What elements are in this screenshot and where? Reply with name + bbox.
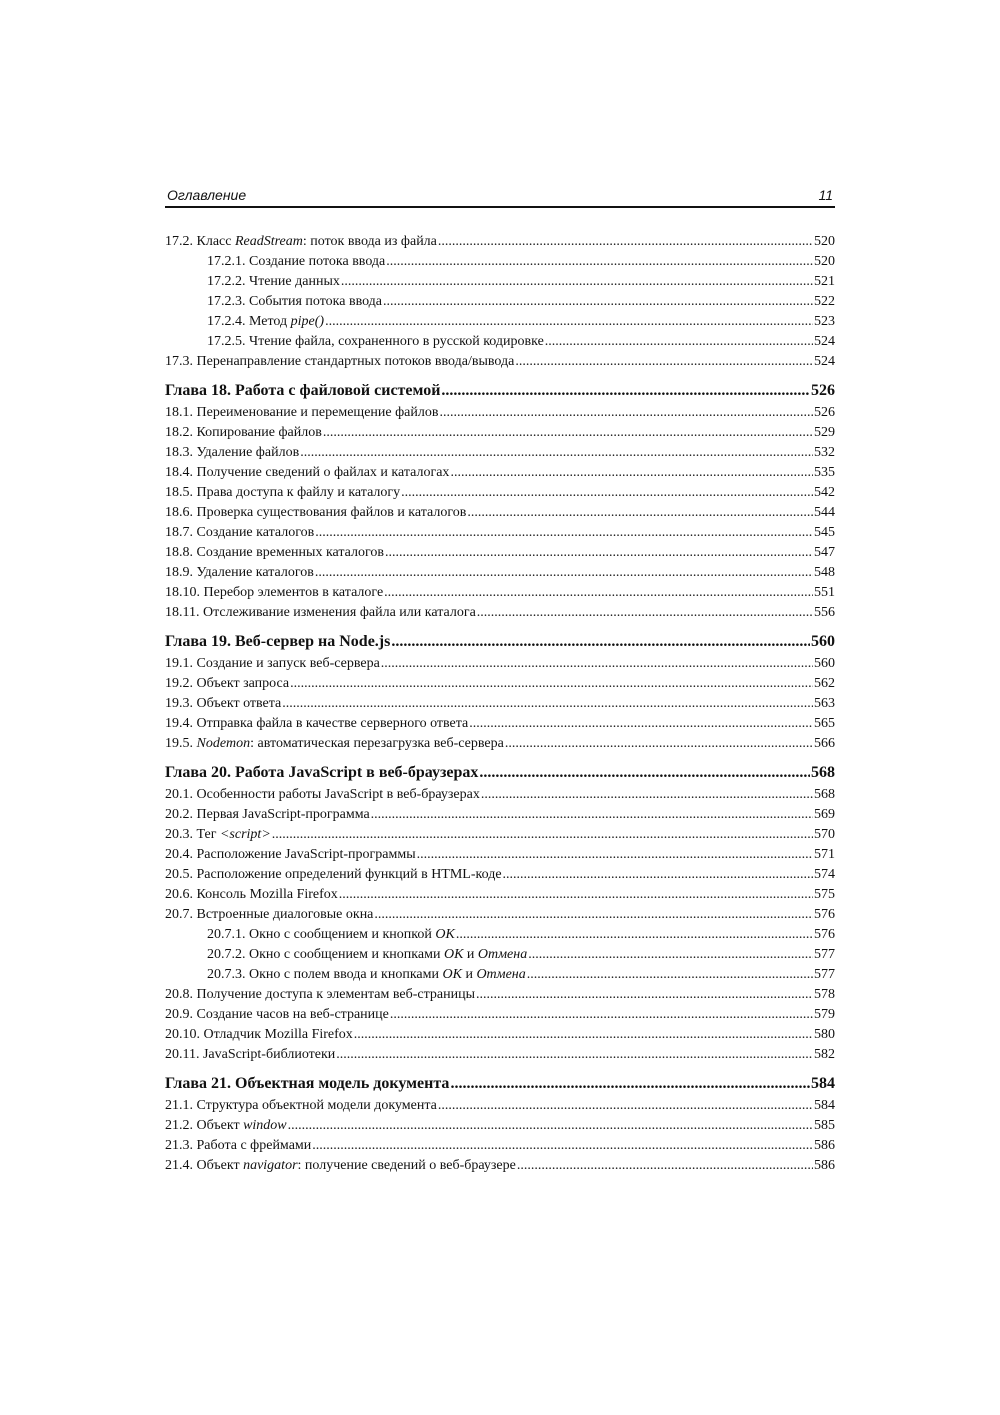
header-page-number: 11 [818, 187, 833, 203]
dot-leader [401, 483, 813, 503]
toc-entry-title [165, 232, 437, 252]
toc-title-part: window [243, 1118, 287, 1133]
dot-leader [381, 654, 813, 674]
toc-title-part: 20.2. Первая JavaScript-программа [165, 807, 370, 822]
toc-page-number: 582 [814, 1047, 835, 1062]
toc-title-part: 18.3. Удаление файлов [165, 445, 300, 460]
dot-leader [417, 845, 813, 865]
toc-page-number: 568 [814, 787, 835, 802]
dot-leader [312, 1136, 813, 1156]
toc-title-part: 19.4. Отправка файла в качестве серверного ответа [165, 716, 469, 731]
dot-leader [282, 694, 813, 714]
dot-leader [440, 403, 814, 423]
toc-page-number: 529 [814, 425, 835, 440]
toc-entry-title [165, 985, 475, 1005]
toc-entry-title [165, 1156, 516, 1176]
toc-title-part: 17.2.5. Чтение файла, сохраненного в русской кодировке [207, 334, 544, 349]
toc-entry-title [207, 945, 527, 965]
toc-title-part: 17.2.3. События потока ввода [207, 294, 383, 309]
dot-leader [385, 543, 813, 563]
toc-entry [165, 252, 835, 272]
toc-page-number: 575 [814, 887, 835, 902]
toc-entry-title [165, 1005, 389, 1025]
toc-entry-title [165, 1116, 287, 1136]
toc-page-number: 520 [814, 254, 835, 269]
dot-leader [545, 332, 813, 352]
toc-entry-title [165, 825, 271, 845]
toc-page-number: 560 [814, 656, 835, 671]
toc-entry [165, 905, 835, 925]
toc-title-part: navigator [243, 1158, 298, 1173]
toc-page-number: 586 [814, 1138, 835, 1153]
dot-leader [479, 761, 810, 785]
toc-title-part: 20.4. Расположение JavaScript-программы [165, 847, 416, 862]
toc-title-part: Глава 20. Работа JavaScript в веб-браузерах [165, 764, 479, 781]
toc-title-part: OK [443, 947, 464, 962]
toc-entry [165, 674, 835, 694]
toc-title-part: 17.2.4. Метод [207, 314, 291, 329]
toc-page-number: 584 [814, 1098, 835, 1113]
toc-title-part: 20.3. Тег [165, 827, 220, 842]
toc-entry-title [165, 483, 400, 503]
running-header [165, 186, 835, 208]
toc-entry [165, 563, 835, 583]
toc-page-number: 526 [811, 382, 835, 399]
toc-entry [165, 443, 835, 463]
toc-entry [165, 1096, 835, 1116]
toc-title-part: 18.7. Создание каталогов [165, 525, 315, 540]
toc-page-number: 566 [814, 736, 835, 751]
dot-leader [476, 985, 813, 1005]
dot-leader [481, 785, 813, 805]
dot-leader [456, 925, 813, 945]
toc-page-number: 544 [814, 505, 835, 520]
toc-title-part: 18.5. Права доступа к файлу и каталогу [165, 485, 401, 500]
header-title: Оглавление [167, 187, 247, 203]
toc-page-number: 547 [814, 545, 835, 560]
toc-title-part: и [463, 947, 478, 962]
toc-entry-title [165, 714, 468, 734]
toc-title-part: 20.7.1. Окно с сообщением и кнопкой [207, 927, 436, 942]
dot-leader [477, 603, 813, 623]
toc-entry-title [165, 734, 504, 754]
toc-title-part: 17.2.1. Создание потока ввода [207, 254, 386, 269]
dot-leader [450, 1072, 810, 1096]
toc-entry-title [165, 805, 370, 825]
toc-entry-title [165, 674, 289, 694]
toc-title-part: 17.2.2. Чтение данных [207, 274, 340, 289]
toc-entry-title [165, 423, 322, 443]
toc-title-part: Глава 18. Работа с файловой системой [165, 382, 441, 399]
dot-leader [315, 523, 813, 543]
dot-leader [315, 563, 813, 583]
toc-page-number: 586 [814, 1158, 835, 1173]
toc-page-number: 579 [814, 1007, 835, 1022]
page [165, 186, 835, 1176]
toc-entry [165, 463, 835, 483]
toc-page-number: 524 [814, 354, 835, 369]
toc-title-part: 19.5. [165, 736, 197, 751]
dot-leader [290, 674, 813, 694]
dot-leader [515, 352, 813, 372]
dot-leader [288, 1116, 813, 1136]
toc-title-part: 21.3. Работа с фреймами [165, 1138, 312, 1153]
toc-entry-title [207, 965, 526, 985]
toc-entry-title [165, 543, 384, 563]
toc-entry-title [165, 654, 380, 674]
toc-title-part: 20.11. JavaScript-библиотеки [165, 1047, 336, 1062]
toc-entry [165, 423, 835, 443]
toc-entry [165, 232, 835, 252]
toc-entry-title [165, 523, 314, 543]
toc-entry [165, 734, 835, 754]
toc-title-part: 20.7. Встроенные диалоговые окна [165, 907, 374, 922]
toc-page-number: 545 [814, 525, 835, 540]
toc-entry-title [165, 403, 439, 423]
toc-title-part: pipe() [290, 314, 325, 329]
toc-page-number: 577 [814, 967, 835, 982]
toc-title-part: <script> [219, 827, 271, 842]
toc-title-part: 19.1. Создание и запуск веб-сервера [165, 656, 380, 671]
toc-page-number: 565 [814, 716, 835, 731]
toc-entry [165, 694, 835, 714]
toc-entry-title [165, 845, 416, 865]
table-of-contents [165, 232, 835, 1176]
toc-entry [165, 483, 835, 503]
toc-entry-title [165, 1136, 311, 1156]
toc-page-number: 580 [814, 1027, 835, 1042]
toc-title-part: 19.3. Объект ответа [165, 696, 282, 711]
toc-title-part: 21.4. Объект [165, 1158, 244, 1173]
toc-title-part: 20.5. Расположение определений функций в HTML-коде [165, 867, 502, 882]
toc-title-part: : получение сведений о веб-браузере [297, 1158, 516, 1173]
toc-entry [165, 583, 835, 603]
toc-entry [165, 985, 835, 1005]
toc-title-part: OK [435, 927, 455, 942]
toc-entry [165, 654, 835, 674]
dot-leader [438, 1096, 813, 1116]
dot-leader [441, 379, 810, 403]
toc-entry [165, 825, 835, 845]
dot-leader [383, 292, 813, 312]
toc-title-part: 18.11. Отслеживание изменения файла или каталога [165, 605, 476, 620]
toc-entry-title [165, 630, 390, 654]
toc-entry [165, 312, 835, 332]
toc-entry-title [165, 865, 502, 885]
toc-title-part: Nodemon [196, 736, 251, 751]
dot-leader [384, 583, 813, 603]
toc-entry [165, 1045, 835, 1065]
toc-page-number: 535 [814, 465, 835, 480]
toc-title-part: 20.10. Отладчик Mozilla Firefox [165, 1027, 353, 1042]
toc-title-part: 19.2. Объект запроса [165, 676, 290, 691]
toc-entry [165, 1025, 835, 1045]
toc-page-number: 560 [811, 633, 835, 650]
toc-page-number: 520 [814, 234, 835, 249]
toc-title-part: 18.9. Удаление каталогов [165, 565, 314, 580]
dot-leader [390, 1005, 813, 1025]
dot-leader [341, 272, 813, 292]
toc-page-number: 524 [814, 334, 835, 349]
toc-title-part: Отмена [476, 967, 526, 982]
dot-leader [450, 463, 813, 483]
dot-leader [505, 734, 813, 754]
toc-title-part: Глава 19. Веб-сервер на Node.js [165, 633, 391, 650]
toc-page-number: 585 [814, 1118, 835, 1133]
toc-title-part: 18.2. Копирование файлов [165, 425, 322, 440]
toc-entry [165, 1136, 835, 1156]
toc-entry-title [165, 905, 373, 925]
toc-entry-title [165, 463, 449, 483]
toc-page-number: 521 [814, 274, 835, 289]
toc-page-number: 551 [814, 585, 835, 600]
toc-entry [165, 352, 835, 372]
toc-title-part: OK [442, 967, 462, 982]
toc-entry-title [207, 252, 385, 272]
toc-title-part: 20.9. Создание часов на веб-странице [165, 1007, 389, 1022]
toc-entry-title [207, 312, 324, 332]
toc-page-number: 574 [814, 867, 835, 882]
toc-page-number: 571 [814, 847, 835, 862]
toc-title-part: 17.2. Класс [165, 234, 235, 249]
dot-leader [354, 1025, 813, 1045]
toc-title-part: 18.8. Создание временных каталогов [165, 545, 384, 560]
toc-entry [165, 523, 835, 543]
toc-page-number: 584 [811, 1075, 835, 1092]
toc-title-part: Глава 21. Объектная модель документа [165, 1075, 450, 1092]
toc-entry [165, 925, 835, 945]
dot-leader [517, 1156, 813, 1176]
toc-title-part: 20.7.2. Окно с сообщением и кнопками [207, 947, 444, 962]
toc-title-part: 18.1. Переименование и перемещение файлов [165, 405, 439, 420]
toc-entry [165, 945, 835, 965]
toc-entry-title [165, 1072, 449, 1096]
toc-title-part: 18.10. Перебор элементов в каталоге [165, 585, 384, 600]
toc-page-number: 523 [814, 314, 835, 329]
toc-entry [165, 1116, 835, 1136]
toc-page-number: 568 [811, 764, 835, 781]
toc-page-number: 570 [814, 827, 835, 842]
toc-page-number: 548 [814, 565, 835, 580]
toc-entry [165, 403, 835, 423]
toc-entry-title [165, 603, 476, 623]
toc-page-number: 532 [814, 445, 835, 460]
toc-page-number: 578 [814, 987, 835, 1002]
dot-leader [391, 630, 810, 654]
dot-leader [469, 714, 813, 734]
dot-leader [325, 312, 813, 332]
toc-title-part: ReadStream [234, 234, 303, 249]
toc-entry [165, 1156, 835, 1176]
dot-leader [339, 885, 813, 905]
dot-leader [467, 503, 813, 523]
toc-entry-title [165, 379, 440, 403]
toc-page-number: 542 [814, 485, 835, 500]
toc-page-number: 577 [814, 947, 835, 962]
toc-entry-title [165, 885, 338, 905]
toc-entry [165, 603, 835, 623]
toc-title-part: 21.2. Объект [165, 1118, 244, 1133]
toc-title-part: и [461, 967, 477, 982]
dot-leader [371, 805, 813, 825]
dot-leader [336, 1045, 813, 1065]
toc-title-part: : поток ввода из файла [302, 234, 437, 249]
toc-page-number: 576 [814, 907, 835, 922]
dot-leader [438, 232, 813, 252]
dot-leader [527, 965, 813, 985]
toc-entry-title [165, 503, 466, 523]
toc-title-part: 21.1. Структура объектной модели документа [165, 1098, 437, 1113]
toc-entry-title [207, 925, 455, 945]
toc-entry [165, 845, 835, 865]
toc-page-number: 562 [814, 676, 835, 691]
toc-page-number: 563 [814, 696, 835, 711]
dot-leader [272, 825, 813, 845]
toc-title-part: 20.1. Особенности работы JavaScript в веб-браузерах [165, 787, 480, 802]
toc-title-part: 20.6. Консоль Mozilla Firefox [165, 887, 338, 902]
toc-entry-title [165, 761, 478, 785]
dot-leader [300, 443, 813, 463]
toc-entry [165, 714, 835, 734]
toc-entry [165, 805, 835, 825]
toc-entry-title [165, 1025, 353, 1045]
toc-page-number: 569 [814, 807, 835, 822]
toc-entry-title [207, 292, 382, 312]
toc-title-part: 17.3. Перенаправление стандартных потоков ввода/вывода [165, 354, 515, 369]
toc-entry-title [165, 1045, 335, 1065]
dot-leader [386, 252, 813, 272]
toc-entry-title [207, 332, 544, 352]
toc-entry [165, 865, 835, 885]
dot-leader [528, 945, 813, 965]
toc-title-part: 20.7.3. Окно с полем ввода и кнопками [207, 967, 443, 982]
toc-entry-title [165, 352, 514, 372]
toc-entry [165, 272, 835, 292]
toc-chapter-entry [165, 630, 835, 654]
dot-leader [374, 905, 813, 925]
toc-page-number: 556 [814, 605, 835, 620]
toc-page-number: 576 [814, 927, 835, 942]
dot-leader [503, 865, 813, 885]
toc-entry-title [165, 563, 314, 583]
toc-page-number: 526 [814, 405, 835, 420]
toc-title-part: 20.8. Получение доступа к элементам веб-страницы [165, 987, 476, 1002]
toc-entry-title [207, 272, 340, 292]
toc-chapter-entry [165, 379, 835, 403]
toc-chapter-entry [165, 1072, 835, 1096]
toc-entry [165, 965, 835, 985]
toc-entry-title [165, 785, 480, 805]
toc-entry-title [165, 443, 299, 463]
toc-entry [165, 292, 835, 312]
toc-title-part: 18.6. Проверка существования файлов и каталогов [165, 505, 467, 520]
toc-entry-title [165, 1096, 437, 1116]
toc-entry [165, 785, 835, 805]
toc-entry [165, 332, 835, 352]
toc-entry-title [165, 694, 281, 714]
toc-title-part: 18.4. Получение сведений о файлах и каталогах [165, 465, 450, 480]
toc-entry [165, 543, 835, 563]
toc-title-part: Отмена [477, 947, 528, 962]
dot-leader [323, 423, 813, 443]
toc-entry [165, 885, 835, 905]
toc-page-number: 522 [814, 294, 835, 309]
toc-entry-title [165, 583, 383, 603]
toc-entry [165, 1005, 835, 1025]
toc-title-part: : автоматическая перезагрузка веб-сервера [250, 736, 504, 751]
toc-entry [165, 503, 835, 523]
toc-chapter-entry [165, 761, 835, 785]
